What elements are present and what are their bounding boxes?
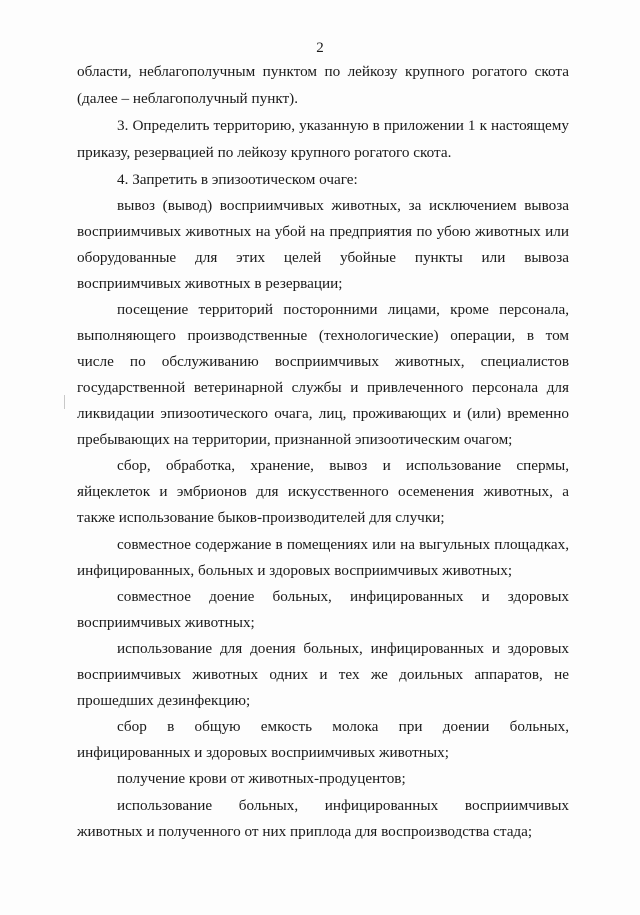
- text-line: восприимчивых животных на убой на предприятия по убою животных или: [77, 223, 569, 240]
- text-line: прошедших дезинфекцию;: [77, 692, 251, 709]
- paragraph-start: 4. Запретить в эпизоотическом очаге:: [117, 171, 358, 188]
- text-line: восприимчивых животных одних и тех же доильных аппаратов, не: [77, 666, 569, 683]
- text-line: яйцеклеток и эмбрионов для искусственного осеменения животных, а: [77, 483, 569, 500]
- paragraph-start: совместное доение больных, инфицированных и здоровых: [117, 588, 569, 605]
- paragraph-start: использование больных, инфицированных восприимчивых: [117, 797, 569, 814]
- text-line: выполняющего производственные (технологические) операции, в том: [77, 327, 569, 344]
- text-line: восприимчивых животных;: [77, 614, 255, 631]
- text-line: оборудованные для этих целей убойные пункты или вывоза: [77, 249, 569, 266]
- paragraph-start: получение крови от животных-продуцентов;: [117, 770, 406, 787]
- text-line: также использование быков-производителей для случки;: [77, 509, 445, 526]
- text-line: восприимчивых животных в резервации;: [77, 275, 343, 292]
- text-line: пребывающих на территории, признанной эпизоотическим очагом;: [77, 431, 513, 448]
- page-number: 2: [316, 40, 324, 56]
- text-line: инфицированных и здоровых восприимчивых животных;: [77, 744, 449, 761]
- paragraph-start: посещение территорий посторонними лицами, кроме персонала,: [117, 301, 569, 318]
- paragraph-start: 3. Определить территорию, указанную в приложении 1 к настоящему: [117, 117, 569, 134]
- paragraph-start: сбор в общую емкость молока при доении больных,: [117, 718, 569, 735]
- text-line: ликвидации эпизоотического очага, лиц, проживающих и (или) временно: [77, 405, 569, 422]
- text-line: числе по обслуживанию восприимчивых животных, специалистов: [77, 353, 569, 370]
- paragraph-start: вывоз (вывод) восприимчивых животных, за исключением вывоза: [117, 197, 569, 214]
- text-line: (далее – неблагополучный пункт).: [77, 90, 298, 107]
- text-line: государственной ветеринарной службы и привлеченного персонала для: [77, 379, 569, 396]
- text-line: животных и полученного от них приплода для воспроизводства стада;: [77, 823, 533, 840]
- scan-artifact: [64, 395, 65, 409]
- text-line: приказу, резервацией по лейкозу крупного рогатого скота.: [77, 144, 452, 161]
- paragraph-start: использование для доения больных, инфицированных и здоровых: [117, 640, 569, 657]
- text-line: области, неблагополучным пунктом по лейкозу крупного рогатого скота: [77, 63, 569, 80]
- paragraph-start: сбор, обработка, хранение, вывоз и использование спермы,: [117, 457, 569, 474]
- text-line: инфицированных, больных и здоровых восприимчивых животных;: [77, 562, 513, 579]
- paragraph-start: совместное содержание в помещениях или на выгульных площадках,: [117, 536, 569, 553]
